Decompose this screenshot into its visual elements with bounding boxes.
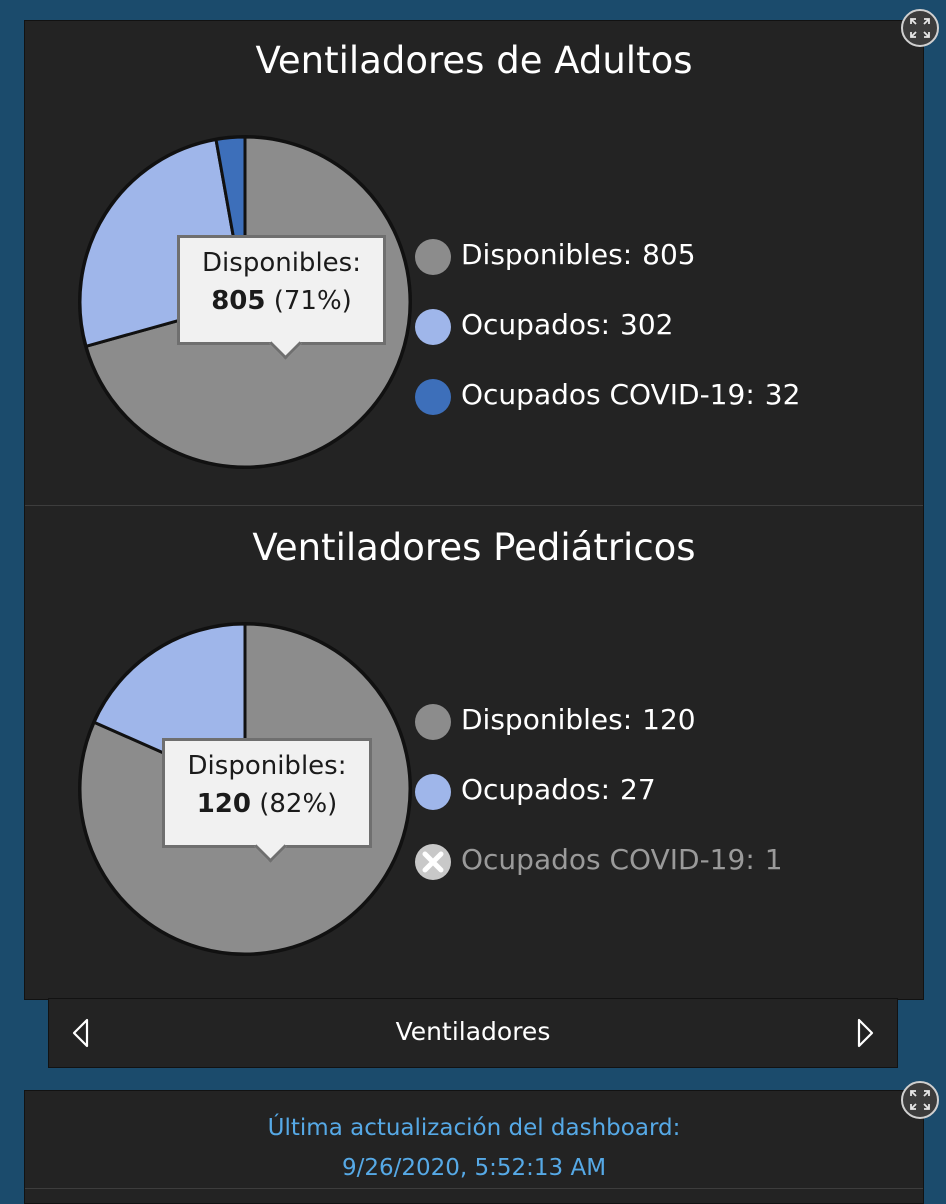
- legend-label: Ocupados COVID-19: 32: [461, 378, 801, 411]
- legend-value: 120: [642, 703, 696, 736]
- chart-panel: [24, 20, 924, 1000]
- legend-swatch: [415, 774, 451, 810]
- legend-swatch: [415, 379, 451, 415]
- expand-icon[interactable]: [901, 1081, 939, 1119]
- carousel-nav: [48, 998, 898, 1068]
- legend-value: 805: [642, 238, 696, 271]
- legend-value: 302: [620, 308, 674, 341]
- divider: [25, 1188, 923, 1189]
- carousel-label: Ventiladores: [395, 1017, 551, 1046]
- tooltip: [162, 738, 372, 848]
- tooltip-value-row: [180, 282, 383, 320]
- legend-swatch: [415, 239, 451, 275]
- last-update-panel: [24, 1090, 924, 1204]
- legend-label: Disponibles: 805: [461, 238, 696, 271]
- x-icon: [415, 844, 451, 880]
- tooltip-value-row: [165, 785, 369, 823]
- tooltip-percent: (82%): [259, 789, 338, 819]
- chart-title: Ventiladores de Adultos: [255, 39, 693, 82]
- legend-value: 1: [764, 843, 783, 876]
- pediatric-ventilators-chart: [25, 506, 923, 999]
- legend-label: Ocupados COVID-19: 1: [461, 843, 783, 876]
- legend-category: Ocupados COVID-19: [461, 378, 746, 411]
- last-update-label: Última actualización del dashboard:: [267, 1115, 681, 1141]
- tooltip: [177, 235, 386, 345]
- legend-category: Ocupados COVID-19: [461, 843, 746, 876]
- tooltip-label: Disponibles:: [202, 248, 361, 278]
- legend-category: Disponibles: [461, 703, 623, 736]
- last-update-timestamp: 9/26/2020, 5:52:13 AM: [341, 1155, 607, 1181]
- adult-ventilators-chart: [25, 21, 923, 506]
- legend-category: Disponibles: [461, 238, 623, 271]
- triangle-right-icon[interactable]: [855, 1018, 875, 1052]
- chart-title: Ventiladores Pediátricos: [252, 526, 696, 569]
- legend-label: Ocupados: 302: [461, 308, 674, 341]
- legend-swatch: [415, 309, 451, 345]
- expand-icon[interactable]: [901, 9, 939, 47]
- tooltip-value: 805: [211, 286, 266, 316]
- legend-label: Disponibles: 120: [461, 703, 696, 736]
- legend-value: 27: [620, 773, 656, 806]
- legend-category: Ocupados: [461, 773, 601, 806]
- legend-value: 32: [764, 378, 801, 411]
- legend-label: Ocupados: 27: [461, 773, 656, 806]
- legend-swatch: [415, 704, 451, 740]
- legend-category: Ocupados: [461, 308, 601, 341]
- tooltip-label: Disponibles:: [187, 751, 347, 781]
- tooltip-percent: (71%): [273, 286, 352, 316]
- tooltip-value: 120: [196, 789, 251, 819]
